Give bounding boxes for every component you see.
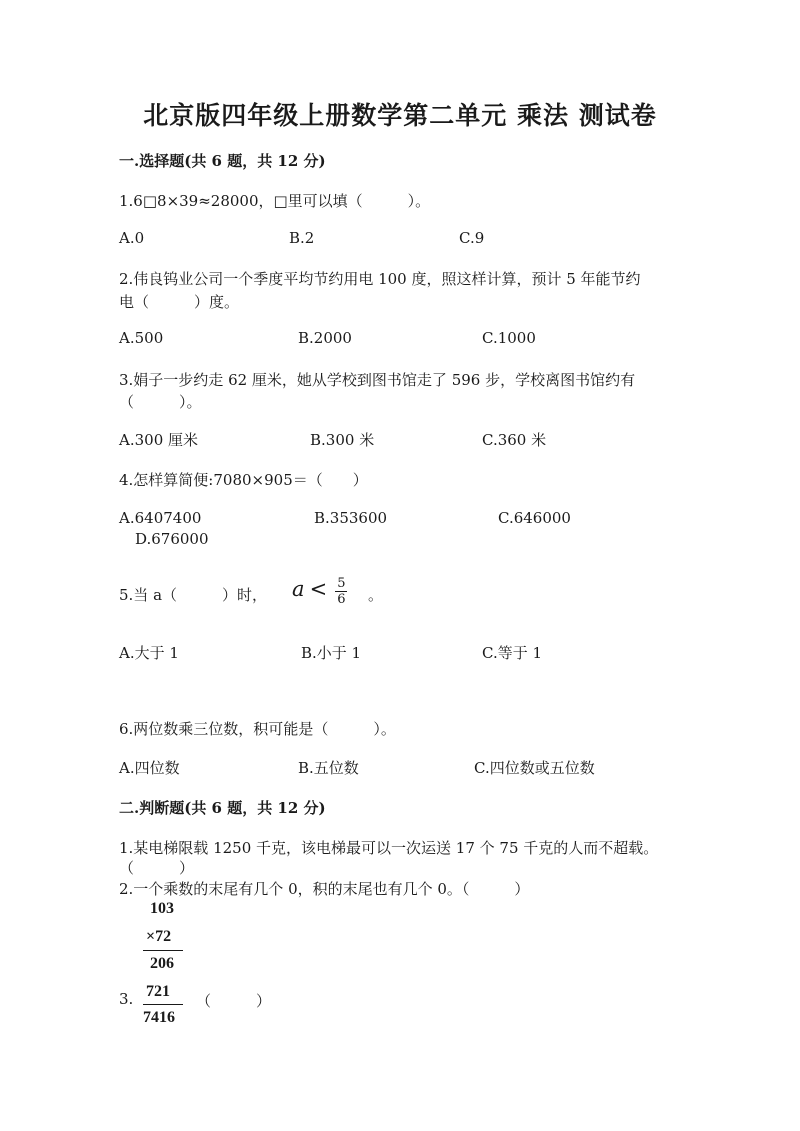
q3-option-c[interactable]: C.360 米: [482, 431, 547, 449]
q6-option-a[interactable]: A.四位数: [119, 759, 180, 777]
q2-option-a[interactable]: A.500: [119, 329, 164, 347]
section-heading-judgement: 二.判断题(共 6 题，共 12 分): [119, 799, 326, 817]
q1-option-a[interactable]: A.0: [119, 229, 145, 247]
question-2-line2: 电（ ）度。: [119, 293, 240, 311]
calc-rule-1: [143, 950, 183, 951]
judgement-2: 2.一个乘数的末尾有几个 0，积的末尾也有几个 0。（ ）: [119, 880, 530, 898]
question-4: 4.怎样算简便:7080×905＝（ ）: [119, 471, 368, 489]
question-5-prefix: 5.当 a（ ）时，: [119, 586, 268, 604]
judgement-1-line1: 1.某电梯限载 1250 千克，该电梯最可以一次运送 17 个 75 千克的人而不超载。: [119, 839, 659, 857]
q6-option-b[interactable]: B.五位数: [298, 759, 359, 777]
calc-partial-product-2: 721: [146, 983, 170, 1000]
q2-option-c[interactable]: C.1000: [482, 329, 536, 347]
calc-partial-product-1: 206: [150, 955, 174, 972]
judgement-3-answer-paren: （ ）: [196, 992, 272, 1010]
q1-option-c[interactable]: C.9: [459, 229, 485, 247]
page-title: 北京版四年级上册数学第二单元 乘法 测试卷: [143, 101, 657, 130]
q1-option-b[interactable]: B.2: [289, 229, 315, 247]
q4-option-d[interactable]: D.676000: [135, 530, 209, 548]
judgement-3-number: 3.: [119, 990, 134, 1008]
q2-option-b[interactable]: B.2000: [298, 329, 352, 347]
calc-rule-2: [143, 1004, 183, 1005]
question-5: [119, 584, 267, 605]
q6-option-c[interactable]: C.四位数或五位数: [474, 759, 595, 777]
q5-math-inequality: [292, 577, 347, 606]
question-5-suffix: 。: [368, 586, 384, 604]
fraction-denominator: 6: [337, 592, 346, 607]
q5-option-a[interactable]: A.大于 1: [119, 644, 179, 662]
calc-product: 7416: [143, 1009, 175, 1026]
calc-multiplier: ×72: [146, 928, 172, 945]
fraction-numerator: 5: [337, 576, 346, 591]
math-less-than: <: [309, 577, 328, 601]
section-heading-choice: 一.选择题(共 6 题，共 12 分): [119, 152, 326, 170]
q5-option-b[interactable]: B.小于 1: [301, 644, 362, 662]
question-1: 1.6□8×39≈28000，□里可以填（ ）。: [119, 192, 431, 210]
q4-option-c[interactable]: C.646000: [498, 509, 571, 527]
q5-option-c[interactable]: C.等于 1: [482, 644, 543, 662]
calc-multiplicand: 103: [150, 900, 174, 917]
question-2-line1: 2.伟良钨业公司一个季度平均节约用电 100 度，照这样计算，预计 5 年能节约: [119, 270, 641, 288]
question-3-line1: 3.娟子一步约走 62 厘米，她从学校到图书馆走了 596 步，学校离图书馆约有: [119, 371, 636, 389]
math-fraction: [335, 577, 347, 606]
q3-option-a[interactable]: A.300 厘米: [119, 431, 198, 449]
q4-option-a[interactable]: A.6407400: [119, 509, 202, 527]
q4-option-b[interactable]: B.353600: [314, 509, 388, 527]
q3-option-b[interactable]: B.300 米: [310, 431, 375, 449]
question-3-line2: （ ）。: [119, 393, 202, 411]
question-6: 6.两位数乘三位数，积可能是（ ）。: [119, 720, 396, 738]
math-variable: a: [292, 577, 305, 601]
judgement-1-line2: （ ）: [119, 859, 195, 877]
